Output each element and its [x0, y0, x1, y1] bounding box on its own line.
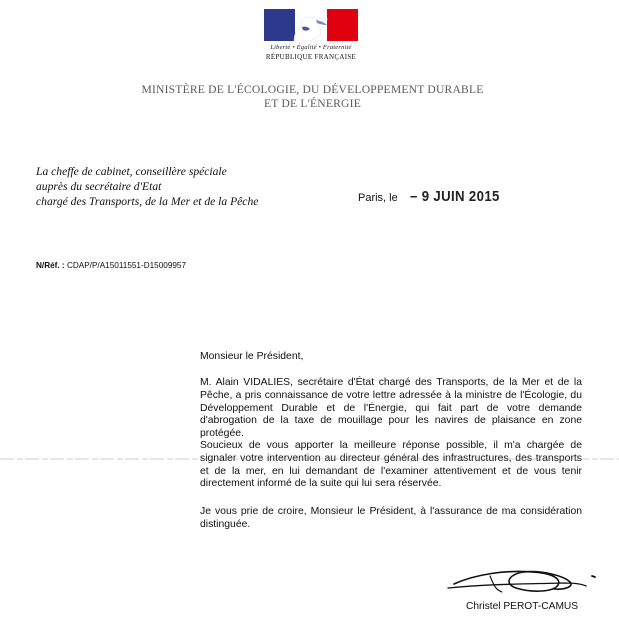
salutation: Monsieur le Président,: [200, 351, 304, 362]
ministry-title: [100, 83, 525, 111]
marianne-logo: [264, 9, 358, 41]
date-stamp: – 9 JUIN 2015: [410, 188, 500, 205]
paragraph-2: Soucieux de vous apporter la meilleure réponse possible, il m'a chargée de signaler votre intervention au directeur général des infrastructures, des transports et de la mer, en lui demandant de l'examiner attentivement et de vous tenir directement informé de la suite qui lui sera réservée.: [200, 440, 582, 490]
handwritten-signature: [446, 562, 606, 598]
ministry-line-2: ET DE L'ÉNERGIE: [264, 97, 361, 110]
reference-value: CDAP/P/A15011551-D15009957: [66, 261, 187, 270]
reference-label: N/Réf. :: [36, 261, 65, 270]
sender-line-3: chargé des Transports, de la Mer et de la Pêche: [36, 195, 259, 208]
motto: Liberté • Égalité • Fraternité: [270, 44, 352, 51]
ministry-line-1: MINISTÈRE DE L'ÉCOLOGIE, DU DÉVELOPPEMENT DURABLE: [141, 83, 484, 96]
reference: [36, 261, 186, 270]
republic-label: RÉPUBLIQUE FRANÇAISE: [265, 53, 357, 61]
dateline-place: Paris, le: [358, 192, 398, 204]
paragraph-1: M. Alain VIDALIES, secrétaire d'État chargé des Transports, de la Mer et de la Pêche, a pris connaissance de votre lettre adressée à la ministre de l'Écologie, du Développement Durable et de l'Énergie, qui fait part de votre demande d'abrogation de la taxe de mouillage pour les navires de plaisance en zone protégée.: [200, 377, 582, 440]
sender-block: [36, 164, 258, 209]
signer-name: Christel PEROT-CAMUS: [466, 601, 579, 612]
paragraph-3: Je vous prie de croire, Monsieur le Président, à l'assurance de ma considération distinguée.: [200, 506, 582, 530]
sender-line-2: auprès du secrétaire d'Etat: [36, 180, 162, 193]
sender-line-1: La cheffe de cabinet, conseillère spéciale: [36, 165, 227, 178]
fold-line: [0, 458, 619, 460]
